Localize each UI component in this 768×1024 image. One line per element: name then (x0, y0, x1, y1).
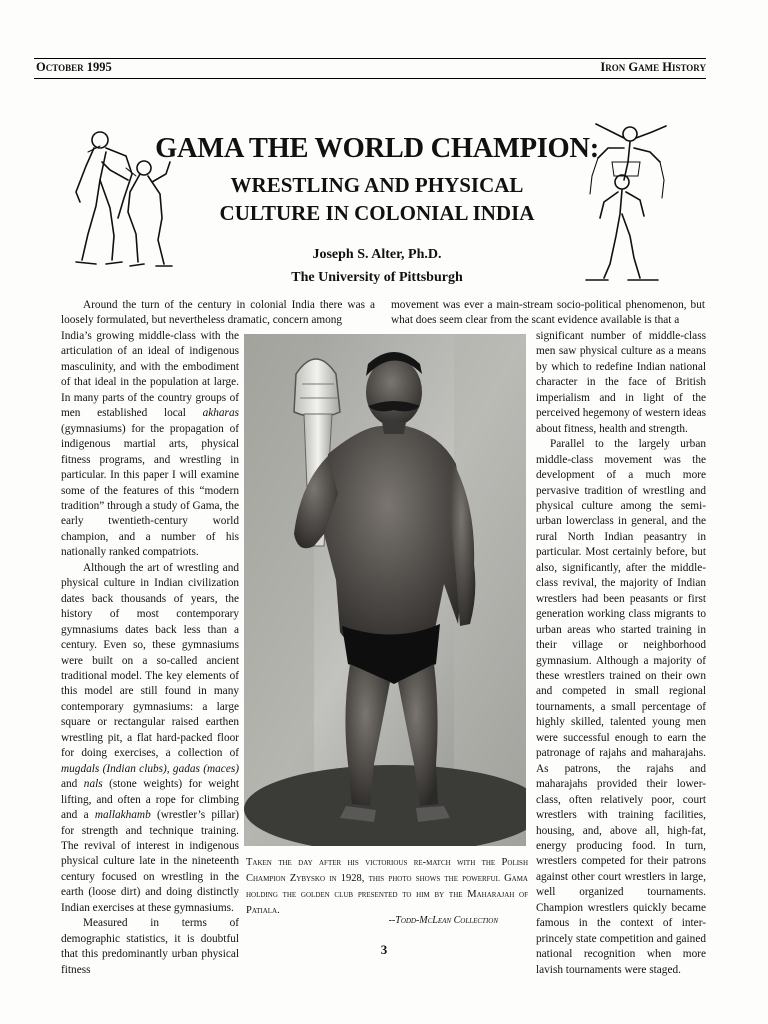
body-paragraph-opening: Around the turn of the century in colonial India there was a loosely formulated, but nevertheless dramatic, concern among (61, 299, 375, 327)
author-name: Joseph S. Alter, Ph.D. (312, 247, 442, 262)
article-subtitle: WRESTLING AND PHYSICAL CULTURE IN COLONIAL INDIA (219, 173, 535, 225)
gama-holding-golden-club-photo (244, 334, 526, 846)
running-header-left: October 1995 (36, 60, 112, 74)
page-number: 3 (380, 942, 388, 957)
title-block (140, 132, 614, 287)
body-column-right: significant number of middle-class men saw physical culture as a means by which to redefine Indian national character in the face of British imperialism and in light of the perceived hegemony of western ideas about fitness, health and strength. Parallel to the largely urban middle-class movement was the development of a much more pervasive tradition of wrestling and physical culture among the semi-urban lowerclass in general, and the rural North Indian peasantry in particular. Most certainly before, but also, significantly, after the middle-class revival, the majority of Indian wrestlers had been peasants or first generation working class migrants to urban areas who started training in their village or neighborhood gymnasium. Although a majority of these wrestlers trained on their own and competed in small regional tournaments, a small percentage of highly skilled, talented young men were successful enough to earn the patronage of rajahs and maharajahs. As patrons, the rajahs and maharajahs provided their lower-class, often relatively poor, court wrestlers with training facilities, housing, and, above all, high-fat, energy producing food. In turn, wrestlers competed for their patrons against other court wrestlers in large, well organized tournaments. Champion wrestlers quickly became famous in the context of inter-princely state competition and gained national recognition when more lavish tournaments were staged. (536, 330, 707, 976)
running-header-right: Iron Game History (600, 60, 706, 74)
photo-credit: --Todd-McLean Collection (388, 915, 498, 926)
header-rule-bottom (34, 78, 706, 79)
author-affiliation: The University of Pittsburgh (291, 270, 463, 285)
body-paragraph-right-top: movement was ever a main-stream socio-political phenomenon, but what does seem clear from the scant evidence available is that a (391, 299, 705, 327)
photo-caption: Taken the day after his victorious re-match with the Polish Champion Zybysko in 1928, this photo shows the powerful Gama holding the golden club presented to him by the Maharajah of Patiala. (246, 857, 528, 916)
article-title: GAMA THE WORLD CHAMPION: (155, 133, 599, 164)
body-column-left: India’s growing middle-class with the articulation of an ideal of indigenous masculinity, and with the embodiment of that ideal in the population at large. In many parts of the country groups of men established local akharas (gymnasiums) for the propagation of indigenous martial arts, physical fitness programs, and wrestling in particular. In this paper I will examine some of the features of this “modern tradition” through a study of Gama, the early twentieth-century world champion, and a number of his nationally ranked compatriots. Although the art of wrestling and physical culture in Indian civilization dates back thousands of years, the history of most contemporary gymnasiums dates back less than a century. Even so, these gymnasiums were built on a so-called ancient traditional model. The key elements of this model are still found in many contemporary gymnasiums: a large square or rectangular raised earthen wrestling pit, a flat hard-packed floor for doing exercises, a collection of mugdals (Indian clubs), gadas (maces) and nals (stone weights) for weight lifting, and often a rope for climbing and a mallakhamb (wrestler’s pillar) for strength and technique training. The revival of interest in indigenous physical culture late in the nineteenth century focused on wrestling in the earth (loose dirt) and doing distinctly Indian exercises at these gymnasiums. Measured in terms of demographic statistics, it is doubtful that this predominantly urban physical fitness (61, 330, 239, 976)
header-rule-top (34, 58, 706, 59)
